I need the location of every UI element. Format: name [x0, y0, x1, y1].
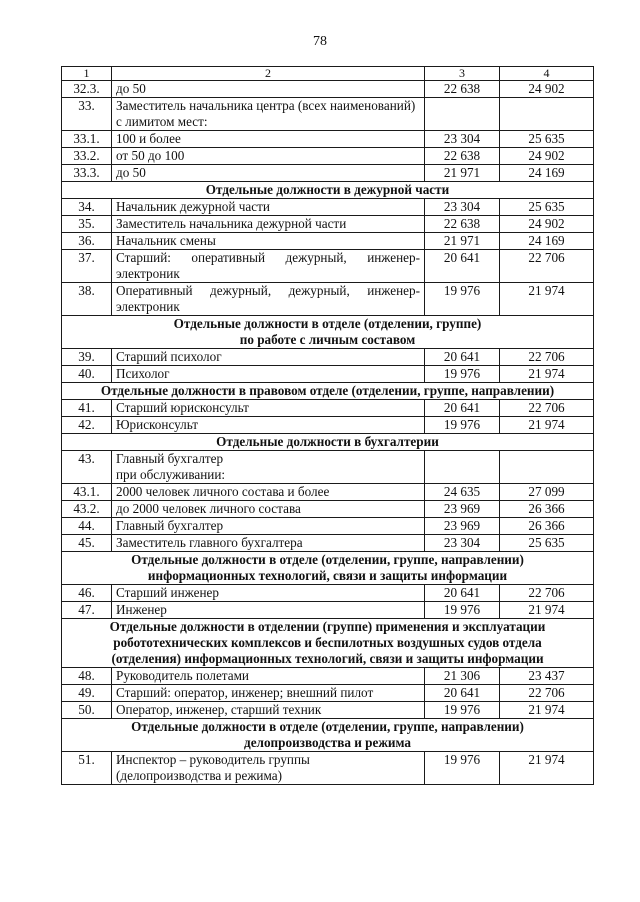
- value-col-4: 21 974: [500, 602, 594, 619]
- value-col-4: 21 974: [500, 702, 594, 719]
- row-number: 46.: [62, 585, 112, 602]
- table-row: [62, 131, 594, 148]
- position-name: Старший юрисконсульт: [112, 400, 425, 417]
- value-col-3: 22 638: [425, 216, 500, 233]
- section-title: Отдельные должности в бухгалтерии: [62, 434, 594, 451]
- value-col-4: 21 974: [500, 366, 594, 383]
- table-row: [62, 165, 594, 182]
- table-row: [62, 451, 594, 484]
- header-col-3: 3: [425, 67, 500, 81]
- value-col-4: 25 635: [500, 131, 594, 148]
- table-body: [62, 67, 594, 785]
- table-row: [62, 233, 594, 250]
- position-name: Инженер: [112, 602, 425, 619]
- position-name: Старший психолог: [112, 349, 425, 366]
- value-col-4: 22 706: [500, 349, 594, 366]
- position-name: Заместитель начальника центра (всех наименований) с лимитом мест:: [112, 98, 425, 131]
- position-name: от 50 до 100: [112, 148, 425, 165]
- row-number: 43.: [62, 451, 112, 484]
- row-number: 33.: [62, 98, 112, 131]
- value-col-3: 19 976: [425, 283, 500, 316]
- position-name: до 2000 человек личного состава: [112, 501, 425, 518]
- position-name: Психолог: [112, 366, 425, 383]
- value-col-4: [500, 451, 594, 484]
- row-number: 45.: [62, 535, 112, 552]
- row-number: 37.: [62, 250, 112, 283]
- value-col-4: 21 974: [500, 283, 594, 316]
- position-name: Главный бухгалтер: [112, 518, 425, 535]
- row-number: 43.2.: [62, 501, 112, 518]
- value-col-3: 23 304: [425, 535, 500, 552]
- value-col-4: 22 706: [500, 685, 594, 702]
- value-col-3: [425, 98, 500, 131]
- value-col-4: 24 902: [500, 81, 594, 98]
- table-row: [62, 81, 594, 98]
- value-col-3: 19 976: [425, 702, 500, 719]
- table-row: [62, 250, 594, 283]
- row-number: 43.1.: [62, 484, 112, 501]
- value-col-3: 22 638: [425, 81, 500, 98]
- section-header-row: [62, 552, 594, 585]
- position-name: Оператор, инженер, старший техник: [112, 702, 425, 719]
- section-title: Отдельные должности в дежурной части: [62, 182, 594, 199]
- section-header-row: [62, 316, 594, 349]
- row-number: 39.: [62, 349, 112, 366]
- table-row: [62, 602, 594, 619]
- value-col-3: 23 304: [425, 199, 500, 216]
- row-number: 51.: [62, 752, 112, 785]
- section-header-row: [62, 619, 594, 668]
- header-col-2: 2: [112, 67, 425, 81]
- value-col-3: 20 641: [425, 685, 500, 702]
- position-name: Заместитель главного бухгалтера: [112, 535, 425, 552]
- table-row: [62, 702, 594, 719]
- table-row: [62, 98, 594, 131]
- row-number: 33.1.: [62, 131, 112, 148]
- row-number: 35.: [62, 216, 112, 233]
- position-name: Руководитель полетами: [112, 668, 425, 685]
- value-col-3: 19 976: [425, 366, 500, 383]
- value-col-4: 26 366: [500, 501, 594, 518]
- value-col-3: 24 635: [425, 484, 500, 501]
- table-row: [62, 668, 594, 685]
- row-number: 38.: [62, 283, 112, 316]
- table-row: [62, 484, 594, 501]
- table-row: [62, 752, 594, 785]
- value-col-4: 21 974: [500, 752, 594, 785]
- value-col-4: 26 366: [500, 518, 594, 535]
- value-col-4: 22 706: [500, 250, 594, 283]
- position-name: Заместитель начальника дежурной части: [112, 216, 425, 233]
- salary-table: [61, 66, 594, 785]
- value-col-3: 19 976: [425, 602, 500, 619]
- table-row: [62, 366, 594, 383]
- table-row: [62, 685, 594, 702]
- value-col-4: 21 974: [500, 417, 594, 434]
- position-name: Старший: оперативный дежурный, инженер-электроник: [112, 250, 425, 283]
- row-number: 33.3.: [62, 165, 112, 182]
- section-header-row: [62, 719, 594, 752]
- section-title: Отдельные должности в отделе (отделении, группе, направлении) информационных технологий, связи и защиты информации: [62, 552, 594, 585]
- position-name: Юрисконсульт: [112, 417, 425, 434]
- value-col-3: 21 306: [425, 668, 500, 685]
- value-col-3: 19 976: [425, 417, 500, 434]
- value-col-4: 24 169: [500, 165, 594, 182]
- section-header-row: [62, 182, 594, 199]
- value-col-4: [500, 98, 594, 131]
- value-col-3: 21 971: [425, 165, 500, 182]
- value-col-4: 24 902: [500, 148, 594, 165]
- value-col-4: 27 099: [500, 484, 594, 501]
- value-col-4: 23 437: [500, 668, 594, 685]
- value-col-4: 22 706: [500, 585, 594, 602]
- row-number: 47.: [62, 602, 112, 619]
- row-number: 48.: [62, 668, 112, 685]
- value-col-3: 21 971: [425, 233, 500, 250]
- header-col-1: 1: [62, 67, 112, 81]
- table-row: [62, 535, 594, 552]
- header-col-4: 4: [500, 67, 594, 81]
- section-title: Отдельные должности в правовом отделе (отделении, группе, направлении): [62, 383, 594, 400]
- value-col-3: 23 304: [425, 131, 500, 148]
- table-row: [62, 585, 594, 602]
- section-header-row: [62, 383, 594, 400]
- section-header-row: [62, 434, 594, 451]
- row-number: 44.: [62, 518, 112, 535]
- table-row: [62, 518, 594, 535]
- position-name: Инспектор – руководитель группы (делопроизводства и режима): [112, 752, 425, 785]
- table-row: [62, 349, 594, 366]
- row-number: 49.: [62, 685, 112, 702]
- value-col-4: 22 706: [500, 400, 594, 417]
- position-name: Начальник смены: [112, 233, 425, 250]
- position-name: Оперативный дежурный, дежурный, инженер-электроник: [112, 283, 425, 316]
- row-number: 33.2.: [62, 148, 112, 165]
- section-title: Отдельные должности в отделении (группе) применения и эксплуатации робототехнических комплексов и беспилотных воздушных судов отдела (отделения) информационных технологий, связи и защиты информации: [62, 619, 594, 668]
- row-number: 50.: [62, 702, 112, 719]
- row-number: 32.3.: [62, 81, 112, 98]
- table-row: [62, 400, 594, 417]
- table-row: [62, 216, 594, 233]
- value-col-4: 25 635: [500, 535, 594, 552]
- table-row: [62, 501, 594, 518]
- row-number: 42.: [62, 417, 112, 434]
- value-col-3: 20 641: [425, 400, 500, 417]
- value-col-3: 19 976: [425, 752, 500, 785]
- position-name: Главный бухгалтер при обслуживании:: [112, 451, 425, 484]
- position-name: Начальник дежурной части: [112, 199, 425, 216]
- value-col-3: 22 638: [425, 148, 500, 165]
- value-col-3: [425, 451, 500, 484]
- table-row: [62, 199, 594, 216]
- value-col-3: 20 641: [425, 585, 500, 602]
- value-col-4: 24 902: [500, 216, 594, 233]
- value-col-3: 20 641: [425, 349, 500, 366]
- position-name: до 50: [112, 81, 425, 98]
- header-row: [62, 67, 594, 81]
- value-col-4: 25 635: [500, 199, 594, 216]
- table-row: [62, 417, 594, 434]
- value-col-3: 20 641: [425, 250, 500, 283]
- position-name: Старший: оператор, инженер; внешний пилот: [112, 685, 425, 702]
- section-title: Отдельные должности в отделе (отделении, группе, направлении) делопроизводства и режима: [62, 719, 594, 752]
- value-col-4: 24 169: [500, 233, 594, 250]
- table-row: [62, 283, 594, 316]
- value-col-3: 23 969: [425, 518, 500, 535]
- position-name: до 50: [112, 165, 425, 182]
- row-number: 40.: [62, 366, 112, 383]
- position-name: Старший инженер: [112, 585, 425, 602]
- row-number: 36.: [62, 233, 112, 250]
- section-title: Отдельные должности в отделе (отделении, группе) по работе с личным составом: [62, 316, 594, 349]
- position-name: 100 и более: [112, 131, 425, 148]
- page-number: 78: [313, 34, 327, 49]
- row-number: 41.: [62, 400, 112, 417]
- position-name: 2000 человек личного состава и более: [112, 484, 425, 501]
- value-col-3: 23 969: [425, 501, 500, 518]
- row-number: 34.: [62, 199, 112, 216]
- table-row: [62, 148, 594, 165]
